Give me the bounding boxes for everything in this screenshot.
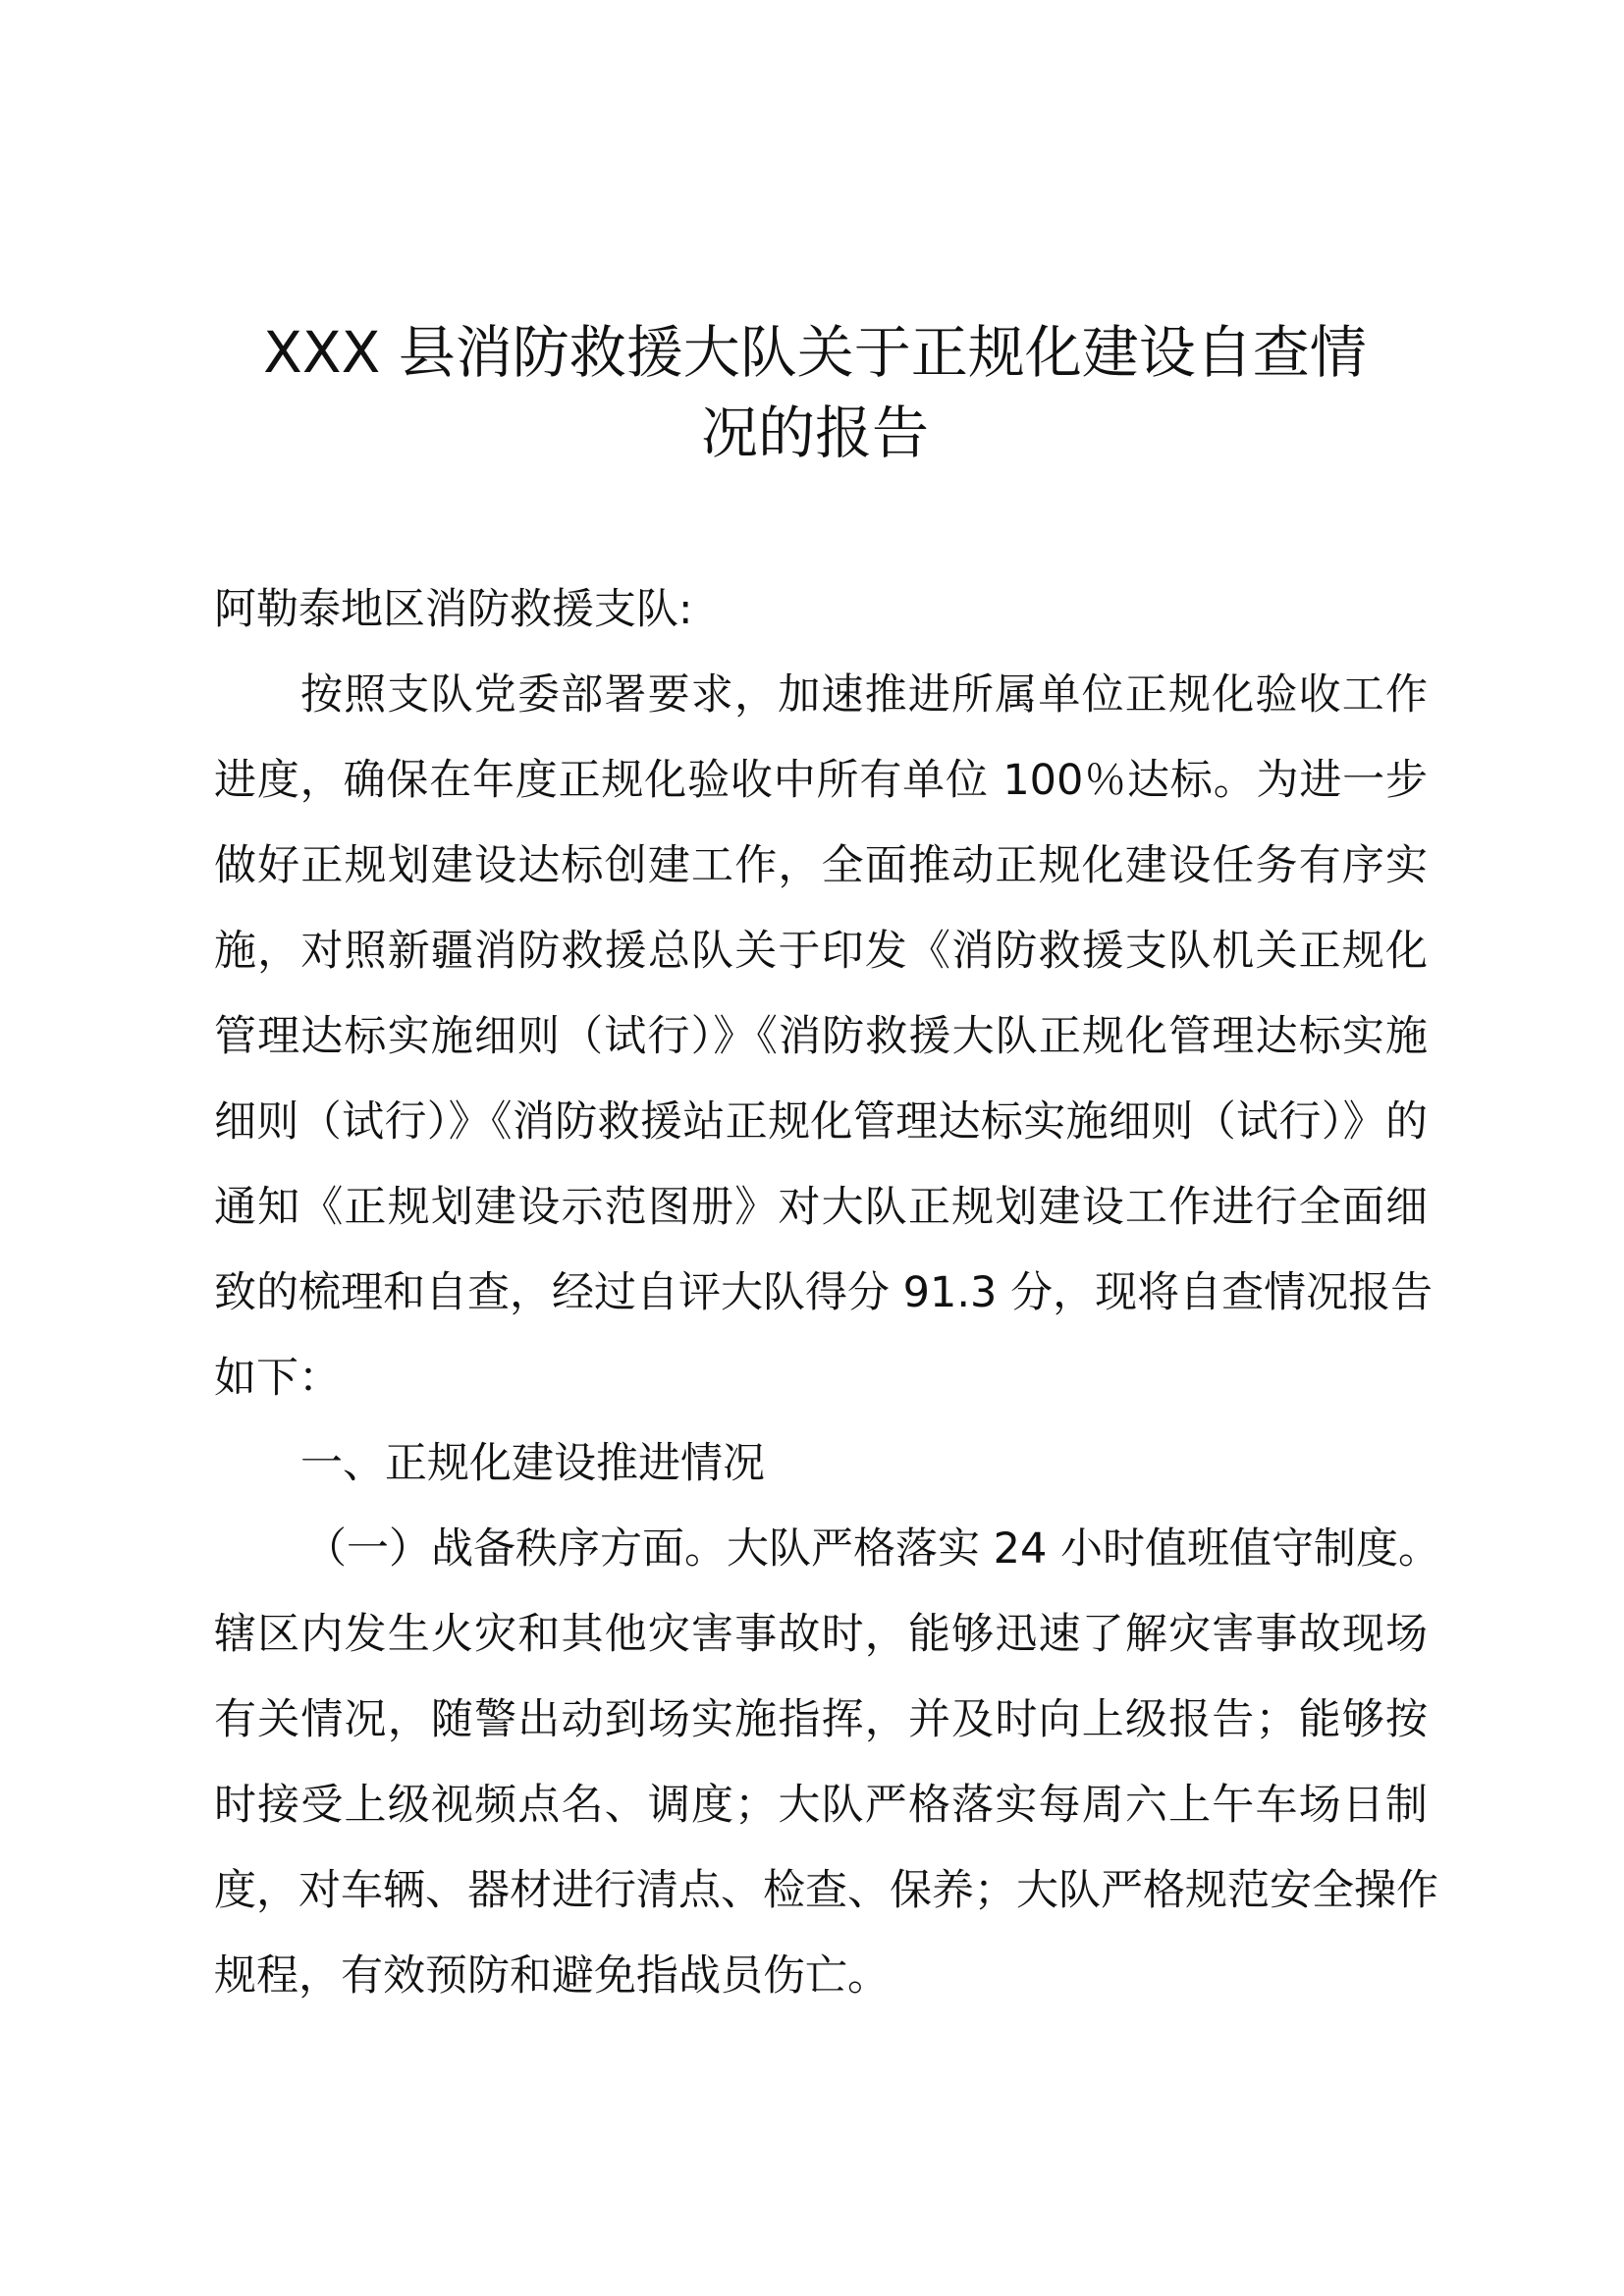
paragraph-line: 规程，有效预防和避免指战员伤亡。 bbox=[214, 1951, 890, 2001]
paragraph-line: 细则（试行）》《消防救援站正规化管理达标实施细则（试行）》的 bbox=[214, 1097, 1428, 1147]
paragraph-line: （一）战备秩序方面。大队严格落实 24 小时值班值守制度。 bbox=[304, 1524, 1441, 1574]
paragraph-line: 如下： bbox=[214, 1354, 341, 1403]
paragraph-line: 按照支队党委部署要求，加速推进所属单位正规化验收工作 bbox=[300, 670, 1428, 720]
paragraph-line: 辖区内发生火灾和其他灾害事故时，能够迅速了解灾害事故现场 bbox=[214, 1610, 1428, 1659]
title-line: 况的报告 bbox=[700, 400, 929, 466]
document-body bbox=[214, 567, 1441, 2019]
paragraph-line: 管理达标实施细则（试行）》《消防救援大队正规化管理达标实施 bbox=[214, 1012, 1428, 1061]
paragraph-line: 时接受上级视频点名、调度；大队严格落实每周六上午车场日制 bbox=[214, 1781, 1428, 1830]
section-heading: 一、正规化建设推进情况 bbox=[300, 1439, 765, 1488]
paragraph-line: 通知《正规划建设示范图册》对大队正规划建设工作进行全面细 bbox=[214, 1183, 1428, 1232]
paragraph-line: 有关情况，随警出动到场实施指挥，并及时向上级报告；能够按 bbox=[214, 1695, 1428, 1744]
paragraph-line: 施，对照新疆消防救援总队关于印发《消防救援支队机关正规化 bbox=[214, 927, 1428, 976]
document-title bbox=[226, 312, 1404, 473]
title-line: XXX 县消防救援大队关于正规化建设自查情 bbox=[263, 319, 1367, 386]
salutation: 阿勒泰地区消防救援支队: bbox=[214, 585, 693, 634]
paragraph-line: 度，对车辆、器材进行清点、检查、保养；大队严格规范安全操作 bbox=[214, 1866, 1438, 1915]
paragraph-line: 致的梳理和自查，经过自评大队得分 91.3 分，现将自查情况报告 bbox=[214, 1268, 1434, 1317]
paragraph-line: 进度，确保在年度正规化验收中所有单位 100％达标。为进一步 bbox=[214, 756, 1428, 805]
paragraph-line: 做好正规划建设达标创建工作，全面推动正规化建设任务有序实 bbox=[214, 841, 1428, 890]
